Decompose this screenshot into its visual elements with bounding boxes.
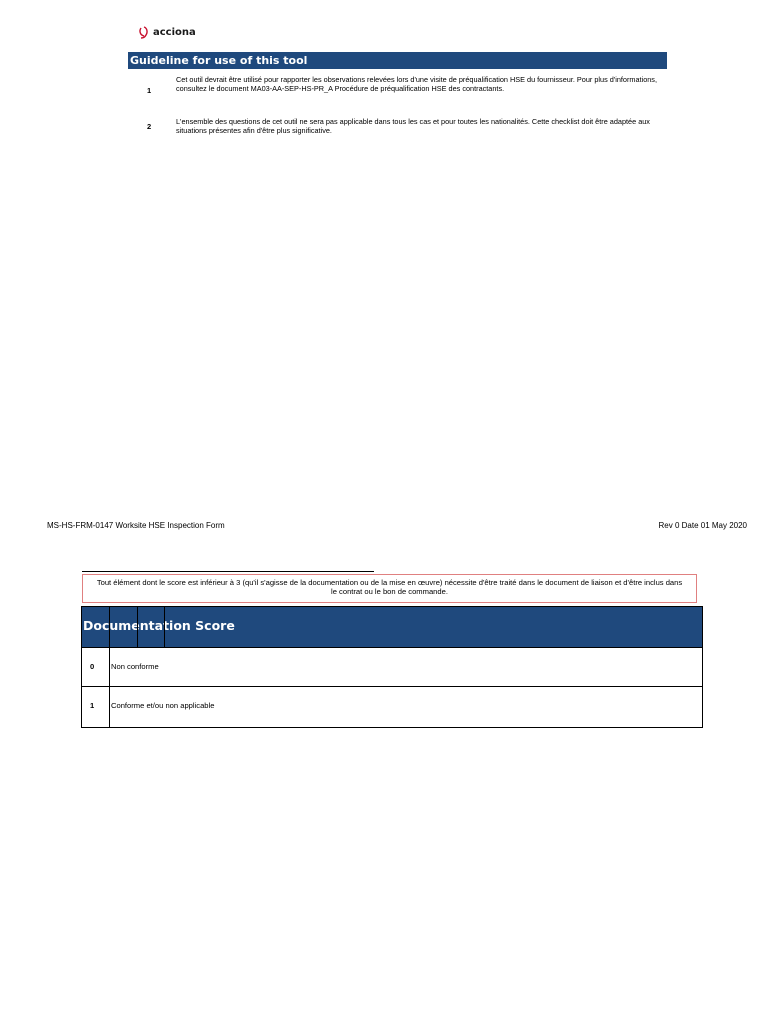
logo-text: acciona <box>153 26 196 38</box>
form-reference: MS-HS-FRM-0147 Worksite HSE Inspection Form <box>47 521 225 530</box>
score-note: Tout élément dont le score est inférieur à 3 (qu'il s'agisse de la documentation ou de la mise en œuvre) nécessite d'être traité dans le document de liaison et d'être inclus dans le contrat ou le bon de commande. <box>82 574 697 603</box>
guideline-item-number: 1 <box>147 86 152 95</box>
column-divider <box>137 607 138 647</box>
table-row <box>82 647 702 686</box>
guideline-title: Guideline for use of this tool <box>128 52 667 69</box>
guideline-item <box>128 76 667 106</box>
row-score: 1 <box>90 701 95 710</box>
column-divider <box>164 607 165 647</box>
divider <box>82 571 374 572</box>
guideline-item-number: 2 <box>147 122 152 131</box>
guideline-item-text: Cet outil devrait être utilisé pour rapporter les observations relevées lors d'une visite de préqualification HSE du fournisseur. Pour plus d'informations, consultez le document MA03-AA-SEP-HS-PR_A Procédure de préqualification HSE des contractants. <box>176 75 657 93</box>
row-label: Non conforme <box>111 662 159 671</box>
acciona-logo-icon <box>138 25 152 39</box>
acciona-logo <box>138 24 196 40</box>
documentation-score-table <box>81 606 703 728</box>
column-divider <box>109 607 110 647</box>
score-table-header <box>82 607 702 648</box>
table-row <box>82 686 702 727</box>
row-label: Conforme et/ou non applicable <box>111 701 215 710</box>
revision-date: Rev 0 Date 01 May 2020 <box>658 521 747 530</box>
score-table-title: Documentation Score <box>83 618 235 633</box>
row-score: 0 <box>90 662 95 671</box>
guideline-item <box>128 118 667 140</box>
guideline-item-text: L'ensemble des questions de cet outil ne sera pas applicable dans tous les cas et pour toutes les nationalités. Cette checklist doit être adaptée aux situations présentes afin d'être plus significative. <box>176 117 650 135</box>
